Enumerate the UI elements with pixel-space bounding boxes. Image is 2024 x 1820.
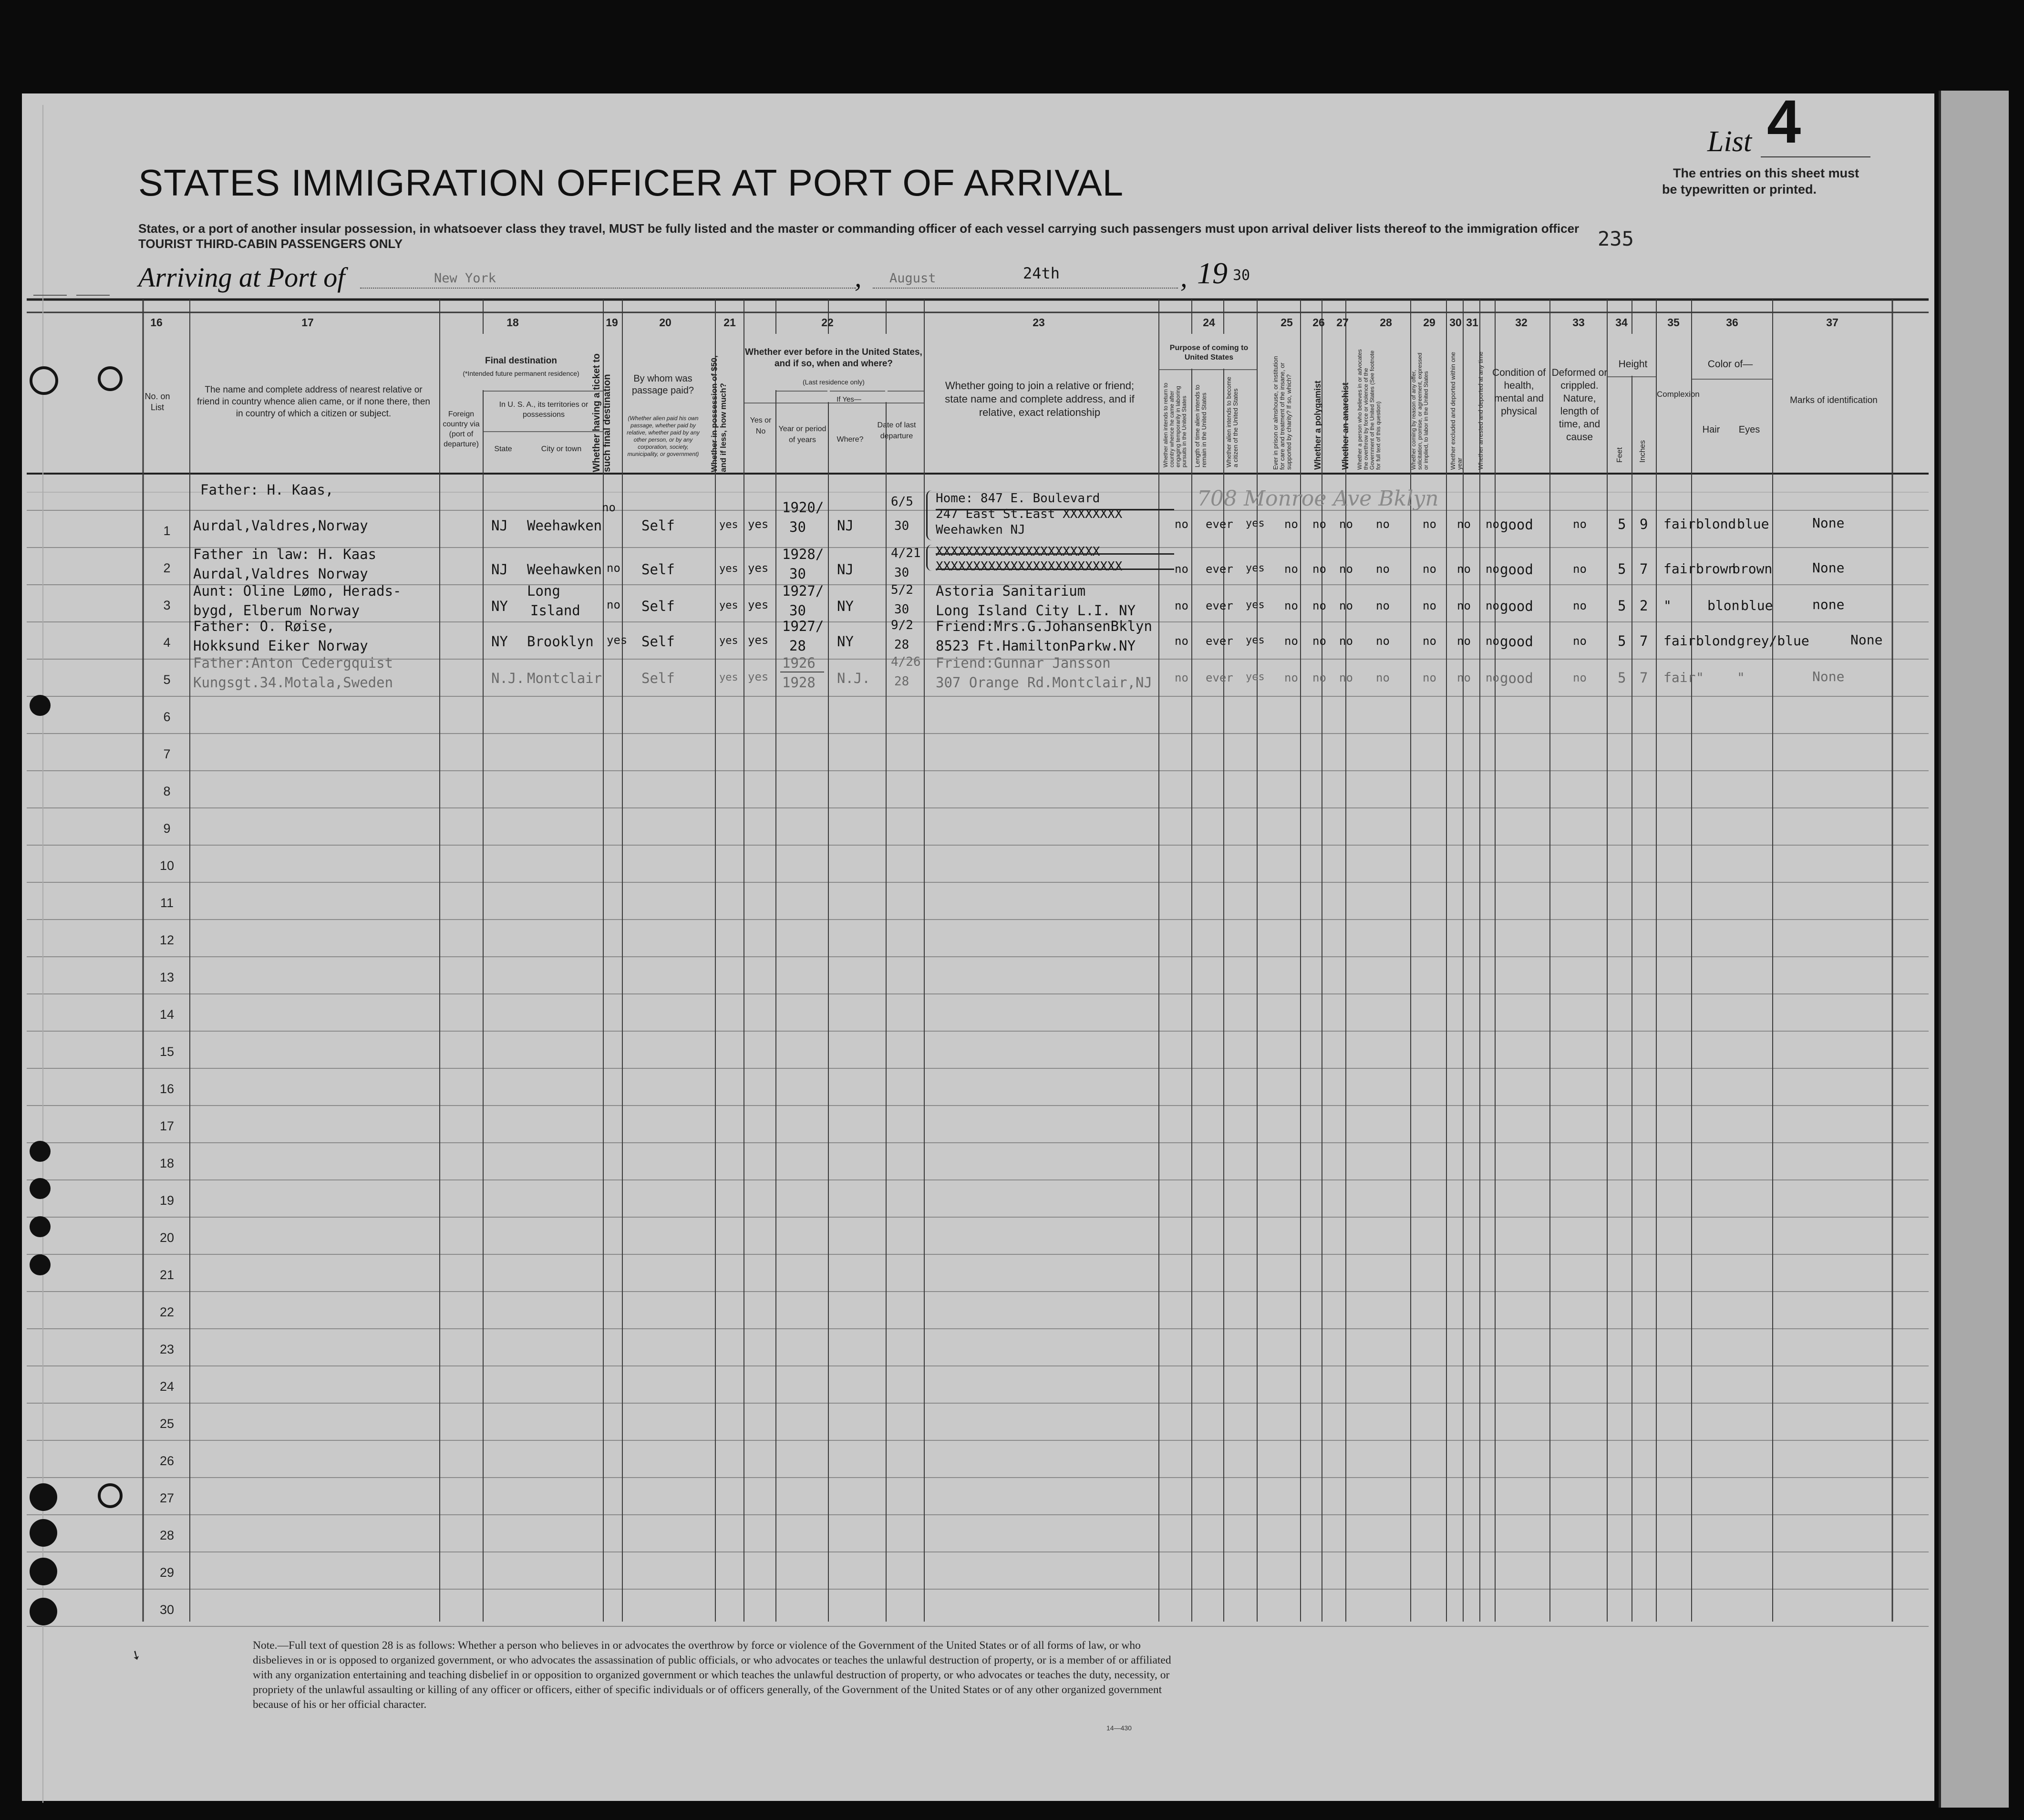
header-anarchist: Whether an anarchist (1341, 382, 1350, 470)
header-passage-paid-sub: (Whether alien paid his own passage, whether paid by relative, whether paid by any other person, or by any corporation, society, municipality, or government) (627, 415, 700, 457)
row-number: 14 (159, 1007, 175, 1022)
relative-name: Father in law: H. Kaas (193, 546, 377, 562)
length-of-stay: ever (1206, 671, 1233, 684)
arrested: no (1486, 599, 1499, 612)
relative-address: bygd, Elberum Norway (193, 602, 360, 619)
header-color-of: Color of— (1707, 359, 1753, 370)
header-excluded: Whether excluded and deported within one year (1449, 352, 1463, 470)
punch-hole (30, 1483, 57, 1511)
previous-residence: NY (837, 598, 854, 614)
complexion: fair (1663, 516, 1696, 532)
identification-marks: none (1812, 597, 1845, 612)
identification-marks: None (1812, 515, 1845, 531)
passage-paid-by: Self (641, 561, 675, 578)
passenger-class-line: TOURIST THIRD-CABIN PASSENGERS ONLY (138, 237, 403, 251)
strike-through (936, 569, 1174, 570)
header-health: Condition of health, mental and physical (1492, 367, 1546, 417)
relative-name: Aunt: Oline Lømo, Herads- (193, 583, 402, 599)
height-inches: 7 (1640, 561, 1648, 577)
row-number: 26 (159, 1454, 175, 1468)
length-of-stay: ever (1206, 562, 1233, 576)
column-number: 29 (1423, 316, 1435, 329)
prison-almshouse: no (1284, 671, 1298, 684)
intends-return: no (1175, 671, 1188, 684)
punch-hole (30, 1558, 57, 1585)
money-50: yes (719, 519, 738, 531)
last-departure-date: 5/2 (891, 583, 913, 597)
joining-line-1: Friend:Gunnar Jansson (936, 655, 1111, 671)
column-number: 32 (1515, 316, 1528, 329)
header-passage-paid: By whom was passage paid? (631, 373, 694, 396)
header-marks: Marks of identification (1790, 395, 1878, 405)
intends-citizen: yes (1246, 671, 1265, 683)
column-number: 33 (1572, 316, 1585, 329)
row-number: 1 (163, 524, 171, 538)
eye-color: brown (1732, 561, 1773, 577)
row-number: 6 (163, 710, 171, 724)
height-inches: 2 (1640, 598, 1648, 614)
row-number: 3 (163, 598, 171, 612)
intends-return: no (1175, 517, 1188, 531)
intends-citizen: yes (1246, 634, 1265, 646)
form-number: 14—430 (1106, 1724, 1132, 1732)
port-value: New York (434, 271, 496, 286)
length-of-stay: ever (1206, 599, 1233, 612)
excluded: no (1457, 562, 1471, 576)
destination-city: Brooklyn (527, 633, 594, 650)
height-feet: 5 (1618, 516, 1626, 532)
arrested: no (1486, 671, 1499, 684)
header-height: Height (1618, 359, 1648, 370)
column-number: 22 (821, 316, 834, 329)
eye-color: blue (1741, 598, 1773, 613)
header-arrested: Whether arrested and deported at any time (1477, 352, 1484, 470)
row-number: 8 (163, 784, 171, 798)
health-condition: good (1500, 561, 1533, 578)
header-final-destination: Final destination (485, 356, 557, 366)
destination-state: NY (491, 598, 508, 614)
height-feet: 5 (1618, 598, 1626, 614)
row-number: 29 (159, 1565, 175, 1580)
height-feet: 5 (1618, 670, 1626, 686)
entries-note-line1: The entries on this sheet must (1673, 166, 1859, 180)
year-period: 1927/ (782, 618, 824, 634)
header-nearest-relative: The name and complete address of nearest relative or friend in country whence alien came, or if none there, then in country of which a citizen or subject. (196, 385, 430, 419)
mark-arrow: ➘ (128, 1646, 144, 1664)
column-number: 34 (1615, 316, 1628, 329)
deformed: no (1573, 562, 1587, 576)
complexion: fair (1663, 561, 1696, 577)
has-ticket: no (607, 561, 620, 575)
intends-citizen: yes (1246, 599, 1265, 611)
ever-before-yes-no: yes (748, 517, 769, 531)
header-ticket: Whether having a ticket to such final destination (591, 353, 612, 472)
form-title: STATES IMMIGRATION OFFICER AT PORT OF ARRIVAL (138, 162, 1124, 204)
intends-return: no (1175, 562, 1188, 576)
last-departure-year: 30 (894, 519, 909, 533)
header-yes-or-no: Yes or No (750, 416, 772, 435)
list-label: List (1707, 125, 1752, 158)
last-departure-year: 28 (894, 638, 909, 652)
header-in-usa: In U. S. A., its territories or possessions (499, 401, 589, 419)
offer-labor: no (1423, 671, 1436, 684)
joining-struck-1: XXXXXXXXXXXXXXXXXXXXXX (936, 545, 1100, 559)
row-number: 30 (159, 1603, 175, 1617)
joining-struck-2: XXXXXXXXXXXXXXXXXXXXXXXXX (936, 559, 1123, 574)
last-departure-date: 6/5 (891, 495, 913, 509)
health-condition: good (1500, 670, 1533, 686)
row-number: 13 (159, 970, 175, 984)
date-month: August (889, 271, 936, 286)
header-last-residence: (Last residence only) (803, 378, 865, 386)
row-number: 5 (163, 672, 171, 687)
arrested: no (1486, 562, 1499, 576)
margin-tick (33, 295, 67, 296)
column-number: 20 (659, 316, 671, 329)
height-inches: 7 (1640, 670, 1648, 686)
header-purpose: Purpose of coming to United States (1169, 344, 1249, 362)
prison-almshouse: no (1284, 599, 1298, 612)
header-intends-return: Whether alien intends to return to country whence he came after engaging temporarily in laboring pursuits in the United States (1162, 383, 1188, 467)
column-number: 30 (1449, 316, 1462, 329)
previous-residence: NY (837, 633, 854, 650)
joining-line-3: Weehawken NJ (936, 523, 1025, 537)
anarchist: no (1339, 599, 1353, 612)
joining-line-2: Long Island City L.I. NY (936, 602, 1136, 619)
identification-marks: None (1812, 560, 1845, 576)
punch-hole (30, 1216, 51, 1237)
eye-color: grey/blue (1737, 633, 1809, 649)
has-ticket: no (602, 501, 616, 514)
destination-state: NY (491, 633, 508, 650)
length-of-stay: ever (1206, 634, 1233, 648)
passage-paid-by: Self (641, 670, 675, 686)
question-28: no (1376, 517, 1390, 531)
header-final-destination-sub: (*Intended future permanent residence) (463, 370, 579, 377)
excluded: no (1457, 634, 1471, 648)
height-feet: 5 (1618, 633, 1626, 649)
row-number: 16 (159, 1082, 175, 1096)
question-28: no (1376, 599, 1390, 612)
year-period-2: 1928 (782, 674, 816, 691)
ever-before-yes-no: yes (748, 598, 769, 611)
question-28: no (1376, 634, 1390, 648)
comma-1: , (855, 262, 862, 293)
column-number: 24 (1203, 316, 1215, 329)
column-number: 25 (1280, 316, 1293, 329)
anarchist: no (1339, 634, 1353, 648)
previous-residence: NJ (837, 517, 854, 534)
header-intends-citizen: Whether alien intends to become a citizen of the United States (1225, 376, 1239, 467)
excluded: no (1457, 671, 1471, 684)
column-number: 37 (1826, 316, 1838, 329)
row-number: 12 (159, 933, 175, 947)
deformed: no (1573, 671, 1587, 684)
destination-city-2: Island (530, 602, 580, 619)
joining-line-1: Friend:Mrs.G.JohansenBklyn (936, 618, 1152, 634)
row-number: 11 (160, 896, 174, 910)
header-length-time: Length of time alien intends to remain in the United States (1194, 384, 1208, 467)
height-inches: 9 (1640, 516, 1648, 532)
strike-through (936, 509, 1174, 510)
row-number: 18 (159, 1156, 175, 1170)
health-condition: good (1500, 517, 1533, 533)
header-ever-before: Whether ever before in the United States, and if so, when and where? (745, 347, 922, 369)
money-50: yes (719, 635, 738, 647)
relative-address: Aurdal,Valdres Norway (193, 566, 368, 582)
polygamist: no (1312, 671, 1326, 684)
hair-color: brown (1696, 561, 1736, 577)
passage-paid-by: Self (641, 598, 675, 614)
last-departure-date: 4/26 (891, 655, 921, 669)
punch-hole (30, 1178, 51, 1199)
punch-hole (30, 1519, 57, 1547)
column-number: 23 (1033, 316, 1045, 329)
intends-return: no (1175, 599, 1188, 612)
height-inches: 7 (1640, 633, 1648, 649)
column-number: 18 (506, 316, 519, 329)
column-number: 36 (1726, 316, 1738, 329)
identification-marks: None (1850, 632, 1883, 648)
row-number: 23 (159, 1342, 175, 1356)
entries-note-line2: be typewritten or printed. (1662, 182, 1817, 196)
money-50: yes (719, 672, 738, 683)
footnote: Note.—Full text of question 28 is as follows: Whether a person who believes in or advocates the overthrow by force or violence of the Government of the United States or of all forms of law, or who disbelieves in or is opposed to organized government, or who advocates the assassination of public officials, or who advocates or teaches the unlawful destruction of property, or is a member of or affiliated with any organization entertaining and teaching disbelief in or opposition to organized government or which teaches the unlawful destruction of property, or who advocates or teaches the duty, necessity, or propriety of the unlawful assaulting or killing of any officer or officers, either of specific individuals or of officers generally, of the Government of the United States or of any other organized government because of his or her official character. (253, 1639, 1171, 1711)
complexion: fair (1663, 633, 1696, 649)
header-state: State (494, 445, 512, 453)
row-number: 28 (159, 1528, 175, 1542)
intends-citizen: yes (1246, 517, 1265, 529)
last-departure-year: 30 (894, 602, 909, 617)
margin-tick (76, 295, 110, 296)
row-number: 27 (159, 1491, 175, 1505)
form-subtitle: States, or a port of another insular possession, in whatsoever class they travel, MUST be fully listed and the master or commanding officer of each vessel carrying such passengers must upon arrival deliver lists thereof to the immigration officer (138, 221, 1580, 236)
prison-almshouse: no (1284, 517, 1298, 531)
ever-before-yes-no: yes (748, 633, 769, 647)
punch-hole (30, 1254, 51, 1275)
hair-color: blon (1707, 598, 1740, 613)
question-28: no (1376, 562, 1390, 576)
header-eyes: Eyes (1738, 424, 1760, 435)
destination-state: NJ (491, 517, 508, 534)
deformed: no (1573, 599, 1587, 612)
polygamist: no (1312, 517, 1326, 531)
last-departure-date: 4/21 (891, 546, 921, 560)
eye-color: blue (1737, 516, 1769, 532)
header-merge-mask (1729, 334, 1732, 378)
column-number: 26 (1312, 316, 1325, 329)
sheet-number: 235 (1598, 227, 1634, 250)
arriving-label: Arriving at Port of (138, 262, 345, 293)
hair-color: blond (1696, 633, 1736, 649)
deformed: no (1573, 634, 1587, 648)
header-year-period: Year or period of years (778, 425, 826, 444)
header-question-28: Whether a person who believes in or advocates the overthrow by force or violence of the Government of the United States (See footnote for full text of this question) (1356, 349, 1382, 470)
year-period: 1926 (782, 655, 816, 671)
joining-line-1: Home: 847 E. Boulevard (936, 491, 1100, 506)
header-date-departure: Date of last departure (877, 421, 916, 440)
destination-city: Weehawken (527, 517, 602, 534)
money-50: yes (719, 600, 738, 611)
identification-marks: None (1812, 669, 1845, 684)
polygamist: no (1312, 562, 1326, 576)
year-period: 1920/ (782, 499, 824, 516)
relative-name: Father:Anton Cedergquist (193, 655, 393, 671)
year-period: 1927/ (782, 583, 824, 599)
row-number: 17 (159, 1119, 175, 1133)
punch-hole (30, 366, 58, 395)
hair-color: blond (1696, 516, 1736, 532)
excluded: no (1457, 599, 1471, 612)
punch-hole (30, 695, 51, 716)
date-day: 24th (1023, 264, 1060, 282)
prison-almshouse: no (1284, 562, 1298, 576)
year-period-2: 30 (789, 602, 806, 619)
passage-paid-by: Self (641, 517, 675, 534)
column-number: 35 (1667, 316, 1680, 329)
complexion: fair (1663, 670, 1696, 685)
row-number: 2 (163, 561, 171, 575)
anarchist: no (1339, 562, 1353, 576)
anarchist: no (1339, 517, 1353, 531)
passage-paid-by: Self (641, 633, 675, 650)
health-condition: good (1500, 598, 1533, 614)
column-number: 21 (723, 316, 736, 329)
destination-city: Long (527, 583, 560, 599)
previous-residence: N.J. (837, 670, 870, 686)
header-complexion: Complexion (1657, 390, 1700, 399)
row-number: 25 (159, 1417, 175, 1431)
header-hair: Hair (1702, 424, 1720, 435)
length-of-stay: ever (1206, 517, 1233, 531)
offer-labor: no (1423, 562, 1436, 576)
destination-city: Montclair (527, 670, 602, 686)
polygamist: no (1312, 634, 1326, 648)
height-feet: 5 (1618, 561, 1626, 577)
header-no-on-list: No. on List (145, 392, 170, 412)
destination-state: NJ (491, 561, 508, 578)
header-deformed: Deformed or crippled. Nature, length of time, and cause (1551, 367, 1608, 443)
punch-hole (30, 1141, 51, 1162)
intends-citizen: yes (1246, 562, 1265, 574)
row-number: 9 (163, 821, 171, 836)
destination-state: N.J. (491, 670, 525, 686)
has-ticket: no (607, 598, 620, 611)
column-number: 28 (1380, 316, 1392, 329)
row-number: 24 (159, 1379, 175, 1394)
header-foreign-country: Foreign country via (port of departure) (443, 410, 480, 448)
column-number: 27 (1336, 316, 1349, 329)
health-condition: good (1500, 633, 1533, 650)
header-prison: Ever in prison or almshouse, or institution for care and treatment of the insane, or supported by charity? If so, which? (1272, 356, 1292, 470)
row-number: 22 (159, 1305, 175, 1319)
year-period-2: 30 (789, 519, 806, 535)
deformed: no (1573, 517, 1587, 531)
column-number: 31 (1466, 316, 1478, 329)
header-where: Where? (836, 435, 864, 444)
year-prefix: 19 (1197, 256, 1228, 290)
offer-labor: no (1423, 517, 1436, 531)
header-polygamist: Whether a polygamist (1313, 380, 1322, 470)
punch-hole (98, 366, 123, 391)
address-bracket (926, 545, 934, 571)
header-if-yes: If Yes— (836, 395, 861, 403)
year-period-2: 30 (789, 566, 806, 582)
punch-hole (98, 1483, 123, 1508)
has-ticket: yes (607, 633, 628, 647)
relative-name: Father: O. Røise, (193, 618, 335, 634)
comma-2: , (1180, 262, 1188, 293)
year-period: 1928/ (782, 546, 824, 562)
destination-city: Weehawken (527, 561, 602, 578)
year-suffix: 30 (1233, 267, 1250, 284)
row-number: 10 (159, 858, 175, 873)
joining-line-2: 307 Orange Rd.Montclair,NJ (936, 674, 1152, 691)
row-number: 19 (159, 1193, 175, 1208)
relative-address: Hokksund Eiker Norway (193, 638, 368, 654)
complexion: " (1663, 598, 1672, 613)
handwritten-address: 708 Monroe Ave Bklyn (1197, 486, 1439, 511)
row-number: 7 (163, 747, 171, 761)
eye-color: " (1737, 670, 1745, 685)
last-departure-year: 30 (894, 566, 909, 580)
intends-return: no (1175, 634, 1188, 648)
joining-line-2: 247 East St.East XXXXXXXX (936, 507, 1123, 521)
excluded: no (1457, 517, 1471, 531)
row-number: 21 (159, 1268, 175, 1282)
list-number: 4 (1767, 88, 1801, 156)
prison-almshouse: no (1284, 634, 1298, 648)
money-50: yes (719, 563, 738, 575)
column-number: 19 (606, 316, 618, 329)
relative-address: Kungsgt.34.Motala,Sweden (193, 674, 393, 691)
header-city: City or town (541, 445, 582, 453)
relative-address: Aurdal,Valdres,Norway (193, 517, 368, 534)
strike-through (936, 553, 1174, 555)
joining-line-2: 8523 Ft.HamiltonParkw.NY (936, 638, 1136, 654)
last-departure-year: 28 (894, 674, 909, 689)
polygamist: no (1312, 599, 1326, 612)
anarchist: no (1339, 671, 1353, 684)
previous-residence: NJ (837, 561, 854, 578)
header-feet: Feet (1616, 447, 1624, 463)
offer-labor: no (1423, 634, 1436, 648)
address-bracket (926, 490, 934, 540)
header-possession-50: Whether in possession of $50, and if less, how much? (710, 355, 728, 472)
row-number: 4 (163, 635, 171, 650)
punch-hole (30, 1598, 57, 1625)
arrested: no (1486, 517, 1499, 531)
year-period-2: 28 (789, 638, 806, 654)
hair-color: " (1696, 670, 1704, 685)
question-28: no (1376, 671, 1390, 684)
column-number: 17 (301, 316, 314, 329)
relative-name: Father: H. Kaas, (200, 482, 334, 498)
header-joining: Whether going to join a relative or friend; state name and complete address, and if relative, exact relationship (945, 380, 1135, 418)
ever-before-yes-no: yes (748, 561, 769, 575)
header-offer-labor: Whether coming by reason of any offer, solicitation, promise, or agreement, expressed or implied, to labor in the United States (1410, 352, 1429, 470)
header-inches: Inches (1639, 440, 1647, 463)
arrested: no (1486, 634, 1499, 648)
row-number: 20 (159, 1231, 175, 1245)
column-number: 16 (150, 316, 163, 329)
ever-before-yes-no: yes (748, 670, 769, 683)
last-departure-date: 9/2 (891, 618, 913, 632)
joining-line-1: Astoria Sanitarium (936, 583, 1086, 599)
row-number: 15 (159, 1044, 175, 1059)
offer-labor: no (1423, 599, 1436, 612)
